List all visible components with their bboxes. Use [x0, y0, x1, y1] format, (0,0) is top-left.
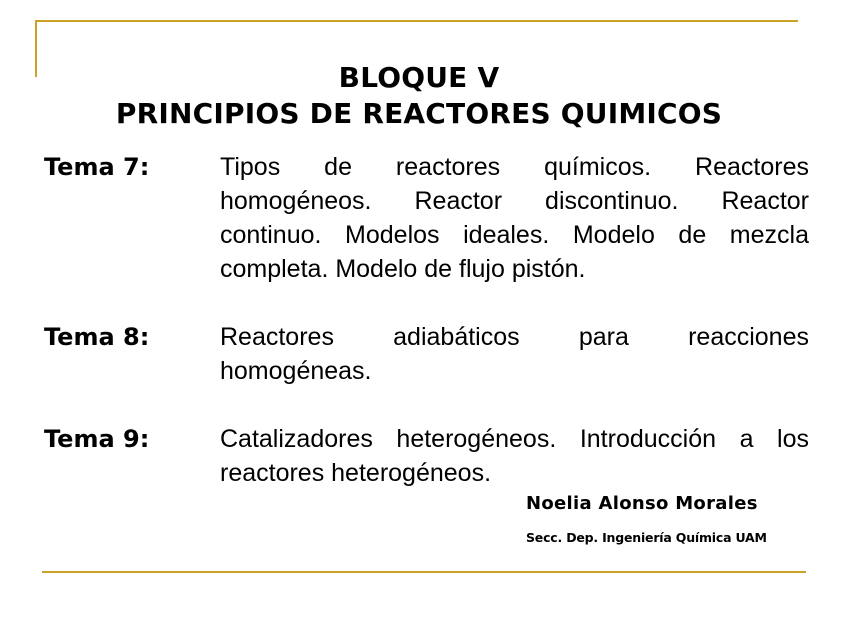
- slide-title: [0, 60, 838, 132]
- tema-7-label: Tema 7:: [44, 153, 150, 181]
- tema-8-label: Tema 8:: [44, 323, 150, 351]
- tema-7-description: Tipos de reactores químicos. Reactores homogéneos. Reactor discontinuo. Reactor continuo. Modelos ideales. Modelo de mezcla completa. Modelo de flujo pistón.: [220, 153, 809, 283]
- tema-8-description: Reactores adiabáticos para reacciones homogéneas.: [220, 323, 809, 385]
- title-line-bloque: BLOQUE V: [338, 61, 500, 94]
- frame-bottom-line: [42, 571, 806, 573]
- title-line-principios: PRINCIPIOS DE REACTORES QUIMICOS: [115, 97, 723, 130]
- tema-9-description: Catalizadores heterogéneos. Introducción a los reactores heterogéneos.: [220, 425, 809, 487]
- frame-top-line: [35, 20, 798, 22]
- tema-9-label: Tema 9:: [44, 425, 150, 453]
- author-name: Noelia Alonso Morales: [526, 493, 758, 514]
- author-affiliation: Secc. Dep. Ingeniería Química UAM: [526, 530, 767, 545]
